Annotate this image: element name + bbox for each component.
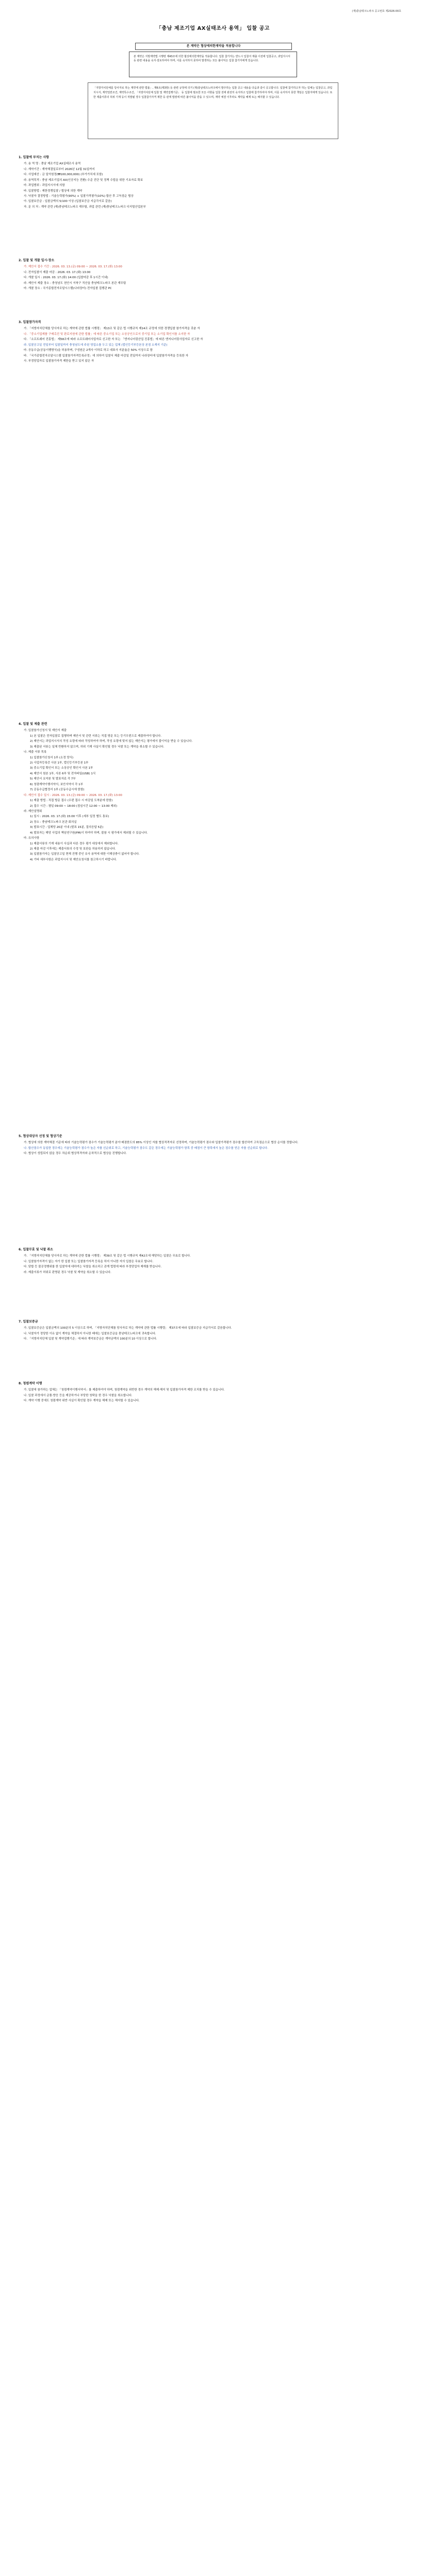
section-bid-bond (19, 1319, 411, 1342)
contract-type-label: 본 계약은 협상에의한계약을 적용합니다 (135, 43, 292, 50)
list-item: 나. 제출 서류 목록 (24, 751, 47, 754)
list-item: 나. 「중소기업제품 구매촉진 및 판로지원에 관한 법률」에 따른 중소기업 또는 소상공인으로서 중기업 또는 소기업 확인서를 소지한 자 (24, 332, 190, 336)
list-item: 1) 제출 방법 : 직접 방문 접수 (우편 접수 시 마감일 도착분에 한함) (30, 799, 113, 803)
list-item: 다. 협상이 성립되지 않을 경우 차순위 협상적격자와 순차적으로 협상을 진행합니다. (24, 1152, 127, 1156)
section-bid-items (19, 155, 411, 210)
list-item: 4) 제안서 원본 1부, 사본 6부 및 전자파일(USB) 1식 (30, 772, 96, 775)
list-item: 다. 사업예산 : 금 일억원정(₩100,000,000) (부가가치세 포함) (24, 173, 103, 177)
list-item: 다. 제안서 접수 일시 : 2026. 03. 13.(금) 09:00 ~ 2026. 03. 17.(화) 13:00 (24, 793, 122, 797)
list-item: 2) 제출 마감 이후에는 제출서류의 수정 및 보완을 허용하지 않습니다. (30, 848, 116, 851)
section-integrity (19, 1381, 411, 1404)
list-item: 다. 담합 등 불공정행위를 한 입찰자에 대하여는 낙찰을 취소하고 관계 법령에 따라 부정당업자 제재를 받습니다. (24, 1265, 162, 1269)
list-item: 가. 「지방자치단체를 당사자로 하는 계약에 관한 법률 시행령」 제39조 및 같은 법 시행규칙 제42조에 해당하는 입찰은 무효로 합니다. (24, 1255, 191, 1258)
list-item: 라. 입찰공고일 전일부터 입찰일까지 충청남도에 주된 영업소를 두고 있는 업체 (법인등기부등본상 본점 소재지 기준) (24, 343, 168, 347)
list-item: 마. 공동수급(공동이행방식)을 허용하며, 구성원은 2개사 이하로 하고 대표사 지분율은 50% 이상으로 함 (24, 349, 153, 352)
list-item: 4) 발표자는 해당 사업의 책임연구원(PM)이 하여야 하며, 불참 시 평가에서 제외될 수 있습니다. (30, 831, 148, 835)
list-item: 나. 낙찰자가 정당한 이유 없이 계약을 체결하지 아니한 때에는 입찰보증금을 충남테크노파크에 귀속합니다. (24, 1332, 156, 1335)
list-item: 마. 유의사항 (24, 837, 40, 840)
section-eligibility (19, 319, 411, 364)
list-item: 다. 계약 이행 중에도 청렴계약 위반 사실이 확인될 경우 계약을 해제 또는 해지할 수 있습니다. (24, 1399, 140, 1403)
list-item: 가. 협상에 의한 계약체결 기준에 따라 기술능력평가 점수가 기술능력평가 분야 배점한도의 85% 이상인 자를 협상적격자로 선정하며, 기술능력평가 점수와 입찰가격평가 점수를 합산하여 고득점순으로 협상 순서를 정합니다. (24, 1141, 299, 1145)
list-item: 가. 입찰보증금은 입찰금액의 100분의 5 이상으로 하며, 「지방자치단체를 당사자로 하는 계약에 관한 법률 시행령」 제37조에 따라 입찰보증금 지급각서로 갈음합니다. (24, 1327, 232, 1330)
section-heading: 7. 입찰보증금 (19, 1320, 38, 1324)
list-item: 1) 본 입찰은 전자입찰로 집행하며 제안서 및 관련 서류는 직접 방문 또는 등기우편으로 제출하여야 합니다. (30, 734, 162, 738)
list-item: 나. 입찰 과정에서 금품·향응 등을 제공하거나 부당한 청탁을 한 경우 낙찰을 취소합니다. (24, 1394, 133, 1397)
list-item: 1) 제출서류의 기재 내용이 사실과 다른 경우 평가 대상에서 제외합니다. (30, 842, 119, 845)
list-item: 라. 제안서 제출 장소 : 충청남도 천안시 서북구 직산읍 충남테크노파크 본관 재무팀 (24, 281, 126, 285)
list-item: 3) 입찰참가자는 입찰공고일 현재 진행 중인 유사 용역에 대한 이해상충이 없어야 합니다. (30, 853, 140, 856)
list-item: 가. 입찰에 참가하는 업체는 「청렴계약이행서약서」를 제출하여야 하며, 청렴계약을 위반한 경우 계약의 해제·해지 및 입찰참가자격 제한 조치를 받을 수 있습니다. (24, 1388, 225, 1392)
list-item: 자. 문 의 처 : 계약 관련 (재)충남테크노파크 재무팀, 과업 관련 (재)충남테크노파크 디지털산업본부 (24, 205, 146, 209)
page-title: 「충남 제조기업 AX실태조사 용역」 입찰 공고 (156, 26, 270, 31)
section-negotiation (19, 1133, 411, 1157)
list-item: 7) 공동수급협정서 1부 (공동수급시에 한함) (30, 788, 85, 792)
section-heading: 3. 입찰참가자격 (19, 320, 41, 324)
list-item: 2) 사업자등록증 사본 1부, 법인등기부등본 1부 (30, 761, 89, 765)
list-item: 3) 제출된 서류는 일체 반환하지 않으며, 허위 기재 사실이 확인될 경우 낙찰 또는 계약을 취소할 수 있습니다. (30, 745, 165, 749)
list-item: 가. 제안서 접수 기간 : 2026. 03. 13.(금) 09:00 ~ 2026. 03. 17.(화) 13:00 (24, 265, 122, 269)
section-invalid-bids (19, 1247, 411, 1275)
section-heading: 8. 청렴계약 이행 (19, 1382, 42, 1385)
list-item: 2) 접수 시간 : 평일 09:00 ~ 18:00 (점심시간 12:00 ~ 13:00 제외) (30, 804, 118, 808)
list-item: 나. 입찰참가자격이 없는 자가 한 입찰 또는 입찰참가자격 등록을 하지 아니한 자의 입찰은 무효로 합니다. (24, 1260, 154, 1263)
list-item: 5) 제안서 요약본 및 발표자료 각 7부 (30, 777, 76, 781)
announcement-number: (재)충남테크노파크 공고번호 제2026-00호 (352, 10, 401, 13)
list-item: 4) 기타 세부사항은 과업지시서 및 제안요청서를 참고하시기 바랍니다. (30, 858, 117, 861)
list-item: 3) 중소기업 확인서 또는 소상공인 확인서 사본 1부 (30, 767, 93, 770)
section-heading: 1. 입찰에 부치는 사항 (19, 156, 50, 159)
list-item: 라. 용역목적 : 충남 제조기업의 AX(인공지능 전환) 수준 진단 및 정책 수립을 위한 기초자료 확보 (24, 178, 143, 182)
list-item: 나. 계약기간 : 계약체결일로부터 2026년 12월 31일까지 (24, 167, 95, 171)
section-heading: 5. 협상대상자 선정 및 협상기준 (19, 1134, 62, 1138)
section-heading: 2. 입찰 및 개찰 일시·장소 (19, 259, 55, 262)
list-item: 마. 개찰 장소 : 국가종합전자조달시스템(나라장터) 전자입찰 집행관 PC (24, 287, 112, 291)
list-item: 다. 「지방자치단체 입찰 및 계약집행기준」에 따라 계약보증금은 계약금액의 100분의 10 이상으로 합니다. (24, 1337, 157, 1341)
list-item: 가. 용 역 명 : 충남 제조기업 AX실태조사 용역 (24, 162, 81, 166)
list-item: 1) 일시 : 2026. 03. 17.(화) 15:00 이후 (세부 일정 별도 통보) (30, 815, 109, 819)
list-item: 1) 입찰참가신청서 1부 (소정 양식) (30, 756, 74, 759)
list-item: 3) 발표시간 : 업체당 20분 이내 (발표 15분, 질의응답 5분) (30, 826, 104, 829)
list-item: 다. 「소프트웨어 진흥법」 제58조에 따라 소프트웨어사업자로 신고한 자 또는 「엔지니어링산업 진흥법」에 따른 엔지니어링사업자로 신고한 자 (24, 338, 203, 342)
list-item: 가. 입찰참가신청서 및 제안서 제출 (24, 729, 67, 733)
list-item: 나. 합산점수가 동일한 경우에는 기술능력평가 점수가 높은 자를 선순위로 하고, 기술능력평가 점수도 같은 경우에는 기술능력평가 항목 중 배점이 큰 항목에서 높은 점수를 얻은 자를 선순위로 합니다. (24, 1146, 268, 1150)
list-item: 6) 청렴계약이행서약서, 보안서약서 각 1부 (30, 783, 83, 786)
list-item: 사. 낙찰자 결정방법 : 기술능력평가(90%) + 입찰가격평가(10%) 합산 후 고득점순 협상 (24, 195, 134, 198)
list-item: 사. 부정당업자로 입찰참가자격 제한을 받고 있지 않은 자 (24, 360, 94, 363)
intro-box (88, 82, 338, 139)
intro-text: 「지방자치단체를 당사자로 하는 계약에 관한 법률」, 제6조(제3항) 등 관련 규정에 의거 (재)충남테크노파크에서 발주하는 입찰 공고 내용을 다음과 같이 공고합니다. 입찰에 참가하고자 하는 업체는 입찰공고, 과업지시서, 계약일반조건, 계약특수조건, 「지방자치단체 입찰 및 계약집행기준」 등 입찰에 필요한 모든 사항을 입찰 전에 완전히 숙지하고 입찰에 참가하여야 하며, 이를 숙지하지 못한 책임은 입찰자에게 있습니다. 또한 제출서류의 허위 기재 등이 적발될 경우 입찰참가자격 제한 등 관계 법령에 따른 불이익을 받을 수 있으며, 계약 체결 이후라도 계약을 해제 또는 해지할 수 있습니다. (93, 87, 333, 99)
list-item: 바. 입찰방법 : 제한경쟁입찰 / 협상에 의한 계약 (24, 189, 83, 193)
section-heading: 4. 입찰 및 제출 관련 (19, 722, 47, 726)
list-item: 마. 과업범위 : 과업지시서에 의함 (24, 184, 65, 188)
list-item: 가. 「지방자치단체를 당사자로 하는 계약에 관한 법률 시행령」 제13조 및 같은 법 시행규칙 제14조 규정에 의한 경쟁입찰 참가자격을 갖춘 자 (24, 327, 200, 331)
contract-notice-box (129, 52, 297, 77)
list-item: 2) 장소 : 충남테크노파크 본관 회의실 (30, 820, 77, 824)
list-item: 2) 제안서는 과업지시서의 작성 요령에 따라 작성하여야 하며, 작성 요령에 맞지 않는 제안서는 평가에서 불이익을 받을 수 있습니다. (30, 740, 193, 743)
section-bid-schedule (19, 258, 411, 292)
list-item: 라. 제안설명회 (24, 809, 42, 813)
list-item: 아. 입찰보증금 : 입찰금액의 5/100 이상 (입찰보증금 지급각서로 갈음) (24, 200, 112, 204)
list-item: 바. 「국가종합전자조달시스템 입찰참가자격등록규정」에 의하여 입찰서 제출 마감일 전일까지 나라장터에 입찰참가자격을 등록한 자 (24, 354, 188, 358)
section-submission (19, 721, 411, 862)
contract-notice-text: 본 계약은 지방계약법 시행령 제43조에 의한 협상에의한계약을 적용합니다. 입찰 참가자는 반드시 입찰서 제출 이전에 입찰공고, 과업지시서 등 관련 내용을 숙지·검토하여야 하며, 이를 숙지하지 못하여 발생하는 모든 불이익은 입찰 참가자에게 있습니다. (134, 55, 290, 62)
list-item: 나. 전자입찰서 제출 마감 : 2026. 03. 17.(화) 13:00 (24, 270, 91, 274)
list-item: 라. 제출서류가 허위로 판명된 경우 낙찰 및 계약을 취소할 수 있습니다. (24, 1270, 111, 1274)
list-item: 다. 개찰 일시 : 2026. 03. 17.(화) 14:00 (입찰마감 후 1시간 이내) (24, 276, 108, 280)
section-heading: 6. 입찰무효 및 낙찰 취소 (19, 1248, 53, 1251)
